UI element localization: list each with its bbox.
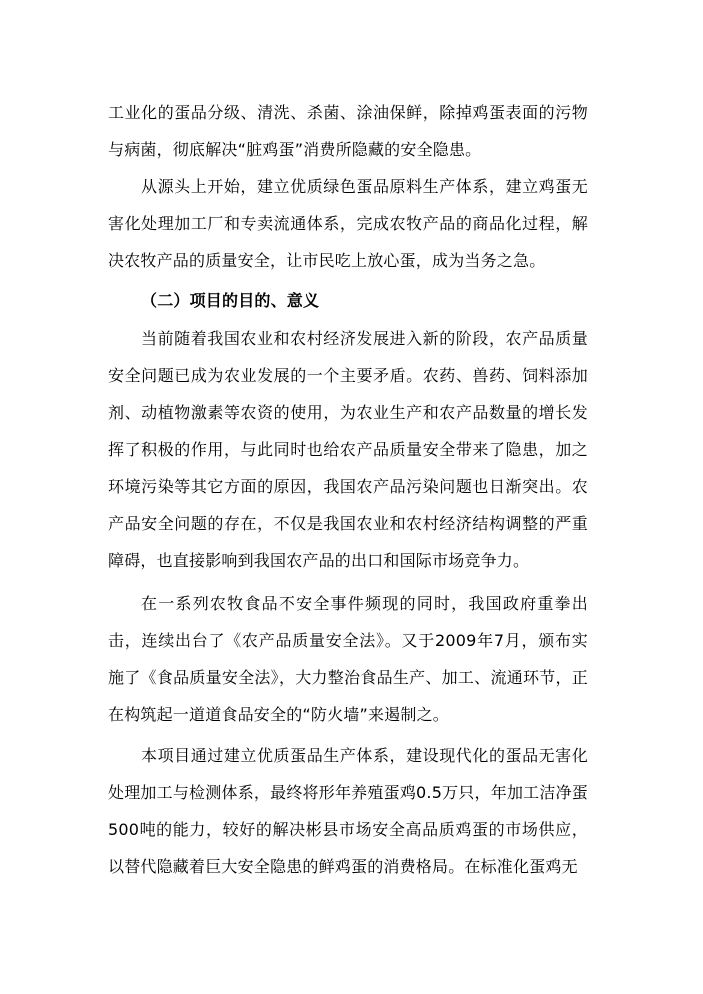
paragraph-continuation: 工业化的蛋品分级、清洗、杀菌、涂油保鲜，除掉鸡蛋表面的污物与病菌，彻底解决“脏鸡蛋”消费所隐藏的安全隐患。 — [108, 103, 588, 159]
paragraph-current-situation: 当前随着我国农业和农村经济发展进入新的阶段，农产品质量安全问题已成为农业发展的一个主要矛盾。农药、兽药、饲料添加剂、动植物激素等农资的使用，为农业生产和农产品数量的增长发挥了积极的作用，与此同时也给农产品质量安全带来了隐患，加之环境污染等其它方面的原因，我国农产品污染问题也日渐突出。农产品安全问题的存在，不仅是我国农业和农村经济结构调整的严重障碍，也直接影响到我国农产品的出口和国际市场竞争力。 — [108, 329, 588, 570]
paragraph-source-system: 从源头上开始，建立优质绿色蛋品原料生产体系，建立鸡蛋无害化处理加工厂和专卖流通体系，完成农牧产品的商品化过程，解决农牧产品的质量安全，让市民吃上放心蛋，成为当务之急。 — [108, 177, 588, 270]
paragraph-project-goal: 本项目通过建立优质蛋品生产体系，建设现代化的蛋品无害化处理加工与检测体系，最终将形年养殖蛋鸡0.5万只，年加工洁净蛋500吨的能力，较好的解决彬县市场安全高品质鸡蛋的市场供应，以替代隐藏着巨大安全隐患的鲜鸡蛋的消费格局。在标准化蛋鸡无 — [108, 746, 588, 876]
paragraph-government-policy: 在一系列农牧食品不安全事件频现的同时，我国政府重拳出击，连续出台了《农产品质量安全法》。又于2009年7月，颁布实施了《食品质量安全法》，大力整治食品生产、加工、流通环节，正在构筑起一道道食品安全的“防火墙”来遏制之。 — [108, 594, 588, 724]
section-heading: （二）项目的目的、意义 — [141, 291, 320, 310]
